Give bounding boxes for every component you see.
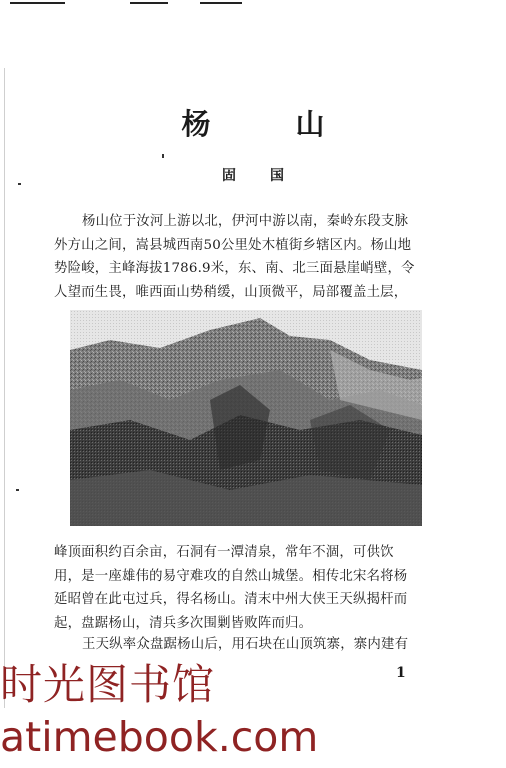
paragraph-continued (54, 541, 454, 635)
text-line: 王天纵率众盘踞杨山后，用石块在山顶筑寨，寨内建有 (82, 637, 409, 652)
mountain-photo (70, 310, 422, 526)
watermark-english: atimebook.com (0, 713, 319, 761)
text-line: 起，盘踞杨山，清兵多次围剿皆败阵而归。 (54, 615, 313, 631)
text-line: 势险峻，主峰海拔1786.9米，东、南、北三面悬崖峭壁，令 (54, 261, 415, 276)
article-author: 固 国 (222, 168, 294, 184)
text-line: 人望而生畏，唯西面山势稍缓，山顶微平，局部覆盖土层， (54, 284, 408, 300)
scan-edge (4, 68, 5, 708)
scan-rule (10, 2, 65, 4)
scan-speck (162, 154, 164, 158)
text-line: 杨山位于汝河上游以北，伊河中游以南，秦岭东段支脉 (82, 214, 409, 229)
article-title: 杨 山 (181, 107, 353, 141)
page-number: 1 (396, 665, 406, 681)
text-line: 峰顶面积约百余亩，石洞有一潭清泉，常年不涸，可供饮 (54, 545, 394, 560)
text-line: 外方山之间，嵩县城西南50公里处木植街乡辖区内。杨山地 (54, 237, 412, 253)
text-line: 延昭曾在此屯过兵，得名杨山。清末中州大侠王天纵揭杆而 (54, 592, 408, 607)
paragraph-next (54, 633, 454, 657)
scan-rule (200, 2, 242, 4)
scan-rule (130, 2, 168, 4)
watermark-chinese: 时光图书馆 (0, 660, 216, 709)
paragraph-intro (54, 210, 454, 304)
text-line: 用，是一座雄伟的易守难攻的自然山城堡。相传北宋名将杨 (54, 568, 408, 584)
scan-speck (16, 489, 19, 491)
